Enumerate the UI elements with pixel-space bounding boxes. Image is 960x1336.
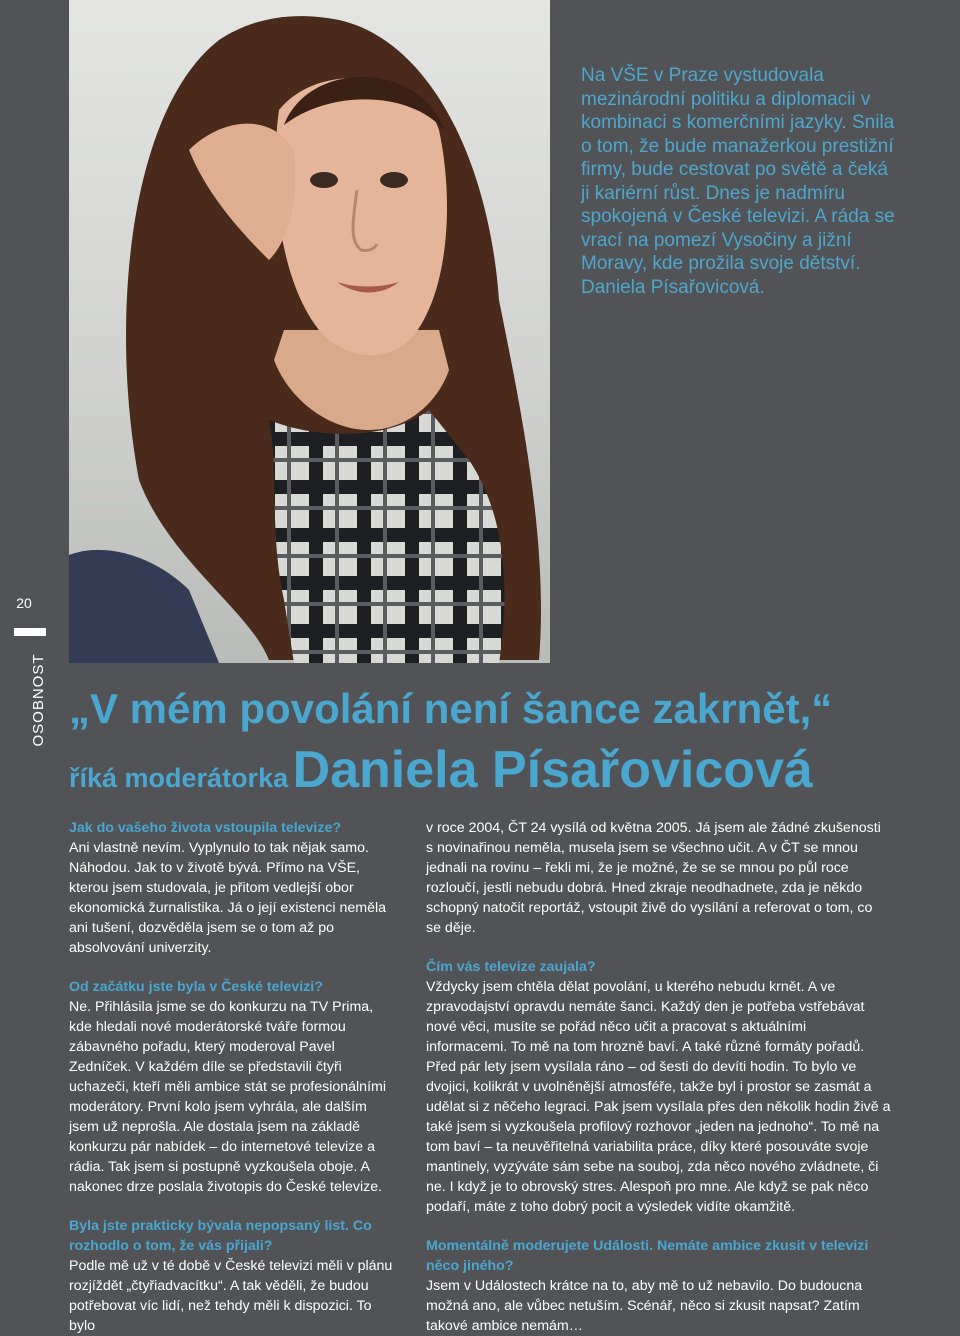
qa-block xyxy=(69,818,399,958)
answer: Ne. Přihlásila jsme se do konkurzu na TV Prima, kde hledali nové moderátorské tváře formou zábavného pořadu, který moderoval Pavel Zedníček. V každém díle se představili čtyři uchazeči, kteří měli ambice stát se profesionálními moderátory. První kolo jsem vyhrála, ale dalším jsem už neprošla. Ale dostala jsem na základě konkurzu pár nabídek – do internetové televize a rádia. Tak jsem si postupně vyzkoušela oboje. A nakonec drze poslala životopis do České televize. xyxy=(69,999,386,1195)
question: Byla jste prakticky bývala nepopsaný list. Co rozhodlo o tom, že vás přijali? xyxy=(69,1218,372,1254)
portrait-illustration xyxy=(69,0,550,663)
question: Od začátku jste byla v České televizi? xyxy=(69,979,323,995)
qa-block xyxy=(426,1236,891,1336)
subheadline-prefix: říká moderátorka xyxy=(69,763,289,793)
question: Momentálně moderujete Události. Nemáte ambice zkusit v televizi něco jiného? xyxy=(426,1238,869,1274)
answer: Vždycky jsem chtěla dělat povolání, u kterého nebudu krnět. A ve zpravodajství opravdu nemáte šanci. Každý den je potřeba vstřebávat nové věci, musíte se pořád něco učit a pracovat s aktuálními informacemi. To mě na tom hrozně baví. A také různé formáty pořadů. Před pár lety jsem vysílala ráno – od šesti do devíti hodin. To bylo ve dvojici, kolikrát v uvolněnější atmosféře, takže byl i prostor se zasmát a udělat si z něčeho legraci. Pak jsem vysílala přes den několik hodin živě a také jsem si vyzkoušela profilový rozhovor „jeden na jednoho“. To mě na tom baví – ta neuvěřitelná variabilita práce, díky které posouváte svoje mantinely, vyzýváte sám sebe na souboj, zda něco nového zvládnete, či ne. I když je to obrovský stres. Alespoň pro mne. Ale když se pak něco podaří, máte z toho dobrý pocit a výsledek vidíte okamžitě. xyxy=(426,979,891,1215)
answer: Podle mě už v té době v České televizi měli v plánu rozjíždět „čtyřiadvacítku“. A tak věděli, že budou potřebovat víc lidí, než tehdy měli k dispozici. To bylo xyxy=(69,1258,393,1334)
right-column xyxy=(426,818,891,1336)
lead-paragraph: Na VŠE v Praze vystudovala mezinárodní politiku a diplomacii v kombinaci s komerčními jazyky. Snila o tom, že bude manažerkou prestižní firmy, bude cestovat po světě a čeká ji kariérní růst. Dnes je nadmíru spokojená v České televizi. A ráda se vrací na pomezí Vysočiny a jižní Moravy, kde prožila svoje dětství. Daniela Písařovicová. xyxy=(581,65,895,298)
question: Čím vás televize zaujala? xyxy=(426,959,596,975)
section-label: OSOBNOST xyxy=(30,653,47,747)
subheadline xyxy=(69,740,929,800)
answer: Ani vlastně nevím. Vyplynulo to tak nějak samo. Náhodou. Jak to v životě bývá. Přímo na VŠE, kterou jsem studovala, je přitom vedlejší obor ekonomická žurnalistika. Já o její existenci neměla ani tušení, dozvěděla jsem se o tom až po absolvování univerzity. xyxy=(69,840,387,956)
headline: „V mém povolání není šance zakrnět,“ xyxy=(69,685,833,732)
qa-block xyxy=(426,957,891,1217)
answer: Jsem v Událostech krátce na to, aby mě to už nebavilo. Do budoucna možná ano, ale vůbec netuším. Scénář, něco si zkusit napsat? Zatím takové ambice nemám… xyxy=(426,1278,863,1334)
answer: v roce 2004, ČT 24 vysílá od května 2005. Já jsem ale žádné zkušenosti s novinařinou neměla, musela jsem se všechno učit. A v ČT se mnou jednali na rovinu – řekli mi, že je možné, že se se mnou po půl roce rozloučí, jestli nebudu dobrá. Hned zkraje neodhadnete, zda je někdo schopný natočit reportáž, vstoupit živě do vysílání a referovat o tom, co se děje. xyxy=(426,820,881,936)
qa-block xyxy=(426,818,891,938)
qa-block xyxy=(69,1216,399,1336)
portrait-photo xyxy=(69,0,550,663)
question: Jak do vašeho života vstoupila televize? xyxy=(69,820,342,836)
subheadline-name: Daniela Písařovicová xyxy=(292,741,813,799)
qa-block xyxy=(69,977,399,1197)
section-marker xyxy=(14,628,46,636)
page-number: 20 xyxy=(16,595,32,611)
left-column xyxy=(69,818,399,1336)
